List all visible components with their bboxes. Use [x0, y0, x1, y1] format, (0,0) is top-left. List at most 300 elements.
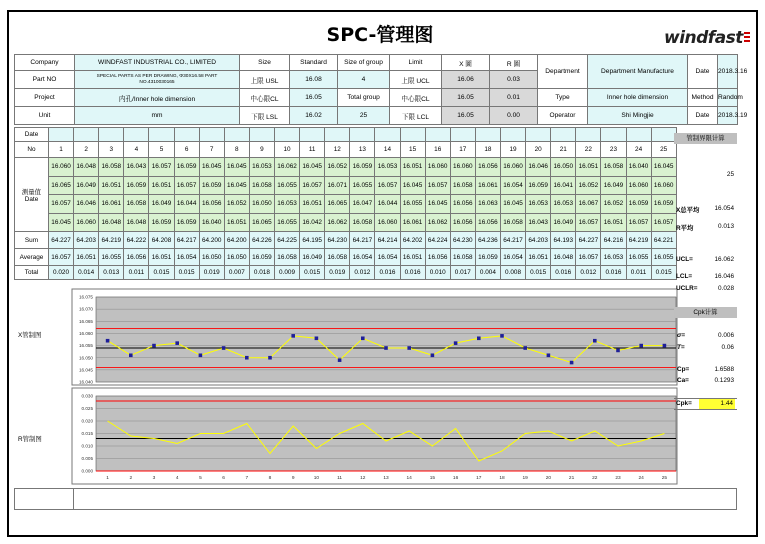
measurement-cell: 16.045 — [224, 158, 249, 177]
total-cell: 0.008 — [500, 266, 525, 280]
measurement-cell: 16.048 — [99, 213, 124, 232]
total-cell: 0.017 — [450, 266, 475, 280]
ucl-value: 16.062 — [714, 256, 734, 263]
measurement-cell: 16.060 — [450, 158, 475, 177]
date-cell — [99, 128, 124, 142]
y-tick-label: 0.020 — [81, 418, 93, 424]
cpk-header: Cpk计算 — [674, 307, 737, 318]
average-cell: 16.055 — [626, 249, 651, 266]
total-cell: 0.004 — [475, 266, 500, 280]
company-value: WINDFAST INDUSTRIAL CO., LIMITED — [75, 55, 240, 71]
measurement-cell: 16.051 — [400, 158, 425, 177]
date-cell — [300, 128, 325, 142]
total-cell: 0.014 — [74, 266, 99, 280]
r-cl-value: 0.01 — [490, 89, 538, 107]
usl-value: 16.08 — [290, 71, 338, 89]
sample-number: 14 — [375, 142, 400, 158]
total-cell: 0.018 — [249, 266, 274, 280]
x-tick-label: 7 — [245, 476, 249, 481]
x-tick-label: 22 — [592, 476, 598, 481]
x-col-label: X 圖 — [442, 55, 490, 71]
ctl-label: 中心限CL — [390, 89, 442, 107]
y-tick-label: 16.075 — [78, 294, 93, 300]
sample-number: 12 — [325, 142, 350, 158]
sample-number: 24 — [626, 142, 651, 158]
x-tick-label: 18 — [499, 476, 505, 481]
average-cell: 16.056 — [425, 249, 450, 266]
date-cell — [249, 128, 274, 142]
data-point — [547, 353, 551, 357]
sample-number: 6 — [174, 142, 199, 158]
x-cl-value: 16.05 — [442, 89, 490, 107]
cpk-label: Cpk= — [676, 400, 692, 407]
x-tick-label: 21 — [568, 476, 575, 481]
cp-label: Cp= — [677, 366, 690, 373]
measurement-cell: 16.057 — [626, 213, 651, 232]
date-cell — [551, 128, 576, 142]
partno-label: Part NO — [15, 71, 75, 89]
measurement-cell: 16.059 — [174, 158, 199, 177]
x-tick-label: 1 — [106, 476, 109, 481]
side-panel — [674, 127, 737, 410]
data-point — [338, 358, 342, 362]
group-size-value: 4 — [338, 71, 390, 89]
measurement-cell: 16.060 — [375, 213, 400, 232]
x-tick-label: 9 — [291, 476, 295, 481]
measurement-cell: 16.067 — [576, 195, 601, 214]
measurement-cell: 16.060 — [49, 158, 74, 177]
average-cell: 16.053 — [601, 249, 626, 266]
sum-cell: 64.195 — [300, 232, 325, 249]
measurement-cell: 16.049 — [601, 176, 626, 195]
sum-cell: 64.222 — [124, 232, 149, 249]
measurement-cell: 16.057 — [375, 176, 400, 195]
type-label: Type — [538, 89, 588, 107]
data-point — [431, 353, 435, 357]
measurement-cell: 16.053 — [249, 158, 274, 177]
department-value: Department Manufacture — [588, 55, 688, 89]
data-point — [129, 353, 133, 357]
row-label-date: Date — [15, 128, 49, 142]
company-label: Company — [15, 55, 75, 71]
measurement-cell: 16.062 — [425, 213, 450, 232]
x-tick-label: 3 — [152, 476, 156, 481]
data-point — [454, 341, 458, 345]
lsl-label: 下限 LSL — [240, 107, 290, 125]
x-tick-label: 20 — [545, 476, 552, 481]
measurement-cell: 16.059 — [626, 195, 651, 214]
x-tick-label: 19 — [522, 476, 528, 481]
date-label-2: Date — [688, 107, 718, 125]
r-chart-label: R管制图 — [18, 436, 42, 443]
department-label: Department — [538, 55, 588, 89]
measurement-cell: 16.045 — [199, 158, 224, 177]
measurement-cell: 16.062 — [325, 213, 350, 232]
measurement-cell: 16.043 — [124, 158, 149, 177]
measurement-cell: 16.055 — [400, 195, 425, 214]
measurement-cell: 16.058 — [350, 213, 375, 232]
average-cell: 16.059 — [475, 249, 500, 266]
measurement-cell: 16.045 — [425, 195, 450, 214]
average-cell: 16.058 — [450, 249, 475, 266]
sample-number: 16 — [425, 142, 450, 158]
average-cell: 16.058 — [274, 249, 299, 266]
measurement-cell: 16.061 — [99, 195, 124, 214]
average-cell: 16.054 — [174, 249, 199, 266]
data-point — [500, 334, 504, 338]
data-point — [407, 346, 411, 350]
total-cell: 0.016 — [601, 266, 626, 280]
sample-number: 22 — [576, 142, 601, 158]
sample-number: 18 — [475, 142, 500, 158]
total-cell: 0.007 — [224, 266, 249, 280]
date-cell — [124, 128, 149, 142]
total-cell: 0.020 — [49, 266, 74, 280]
measurement-cell: 16.058 — [500, 213, 525, 232]
sum-cell: 64.203 — [74, 232, 99, 249]
data-point — [477, 336, 481, 340]
measurement-cell: 16.065 — [325, 195, 350, 214]
measurement-cell: 16.057 — [49, 195, 74, 214]
plot-area — [96, 297, 676, 382]
measurement-cell: 16.042 — [300, 213, 325, 232]
average-cell: 16.055 — [651, 249, 676, 266]
average-cell: 16.050 — [224, 249, 249, 266]
measurement-cell: 16.047 — [350, 195, 375, 214]
sample-number: 4 — [124, 142, 149, 158]
sum-cell: 64.217 — [350, 232, 375, 249]
date-cell — [475, 128, 500, 142]
average-cell: 16.051 — [526, 249, 551, 266]
measurement-cell: 16.052 — [224, 195, 249, 214]
uclr-label: UCLR= — [676, 285, 698, 292]
x-tick-label: 24 — [638, 476, 644, 481]
sample-number: 25 — [651, 142, 676, 158]
sum-cell: 64.217 — [174, 232, 199, 249]
cl-label: 中心限CL — [240, 89, 290, 107]
measurement-cell: 16.046 — [526, 158, 551, 177]
x-tick-label: 14 — [406, 476, 412, 481]
data-point — [291, 334, 295, 338]
measurement-cell: 16.061 — [475, 176, 500, 195]
date-cell — [450, 128, 475, 142]
measurement-cell: 16.046 — [74, 195, 99, 214]
ucl-label: UCL= — [676, 256, 693, 263]
measurement-cell: 16.059 — [149, 213, 174, 232]
data-point — [268, 356, 272, 360]
data-point — [315, 336, 319, 340]
sum-cell: 64.200 — [199, 232, 224, 249]
y-tick-label: 0.005 — [81, 456, 93, 462]
side-n-value: 25 — [726, 171, 734, 178]
measurement-cell: 16.060 — [651, 176, 676, 195]
r-lcl-value: 0.00 — [490, 107, 538, 125]
measurement-cell: 16.071 — [325, 176, 350, 195]
sample-number: 11 — [300, 142, 325, 158]
total-cell: 0.015 — [174, 266, 199, 280]
date-cell — [601, 128, 626, 142]
measurement-cell: 16.065 — [249, 213, 274, 232]
total-cell: 0.012 — [350, 266, 375, 280]
date-cell — [49, 128, 74, 142]
cp-value: 1.6588 — [714, 366, 734, 373]
data-point — [616, 349, 620, 353]
group-size-label: Size of group — [338, 55, 390, 71]
data-point — [361, 336, 365, 340]
x-tick-label: 25 — [661, 476, 668, 481]
sample-number: 10 — [274, 142, 299, 158]
r-col-label: R 圖 — [490, 55, 538, 71]
sample-number: 2 — [74, 142, 99, 158]
measurement-table — [14, 127, 740, 280]
measurement-cell: 16.059 — [651, 195, 676, 214]
measurement-cell: 16.063 — [475, 195, 500, 214]
measurement-cell: 16.051 — [149, 176, 174, 195]
data-point — [593, 339, 597, 343]
operator-label: Operator — [538, 107, 588, 125]
rbar-label: R平均 — [676, 225, 694, 232]
sum-cell: 64.224 — [425, 232, 450, 249]
measurement-cell: 16.053 — [526, 195, 551, 214]
x-tick-label: 6 — [222, 476, 225, 481]
data-point — [222, 346, 226, 350]
data-point — [639, 344, 643, 348]
sample-number: 13 — [350, 142, 375, 158]
sum-cell: 64.230 — [450, 232, 475, 249]
sample-number: 1 — [49, 142, 74, 158]
sum-cell: 64.236 — [475, 232, 500, 249]
y-tick-label: 16.040 — [78, 379, 93, 385]
unit-value: mm — [75, 107, 240, 125]
average-cell: 16.059 — [249, 249, 274, 266]
data-point — [663, 344, 667, 348]
xbar-label: X总平均 — [676, 207, 700, 214]
measurement-cell: 16.059 — [526, 176, 551, 195]
sample-number: 9 — [249, 142, 274, 158]
x-tick-label: 15 — [429, 476, 436, 481]
sum-cell: 64.214 — [375, 232, 400, 249]
measurement-cell: 16.061 — [400, 213, 425, 232]
total-cell: 0.011 — [626, 266, 651, 280]
method-label: Method — [688, 89, 718, 107]
date-cell — [274, 128, 299, 142]
measurement-cell: 16.060 — [74, 213, 99, 232]
measurement-cell: 16.065 — [49, 176, 74, 195]
x-tick-label: 8 — [268, 476, 272, 481]
total-cell: 0.015 — [526, 266, 551, 280]
total-cell: 0.013 — [99, 266, 124, 280]
data-point — [106, 339, 110, 343]
total-cell: 0.015 — [300, 266, 325, 280]
measurement-cell: 16.053 — [551, 195, 576, 214]
method-value: Random — [718, 89, 738, 107]
sum-cell: 64.221 — [651, 232, 676, 249]
x-chart-label: X管制图 — [18, 332, 42, 339]
date-cell — [224, 128, 249, 142]
size-label: Size — [240, 55, 290, 71]
measurement-cell: 16.056 — [199, 195, 224, 214]
measurement-cell: 16.045 — [300, 158, 325, 177]
r-ucl-value: 0.03 — [490, 71, 538, 89]
operator-value: Shi Mingjie — [588, 107, 688, 125]
row-label-average: Average — [15, 249, 49, 266]
total-cell: 0.010 — [425, 266, 450, 280]
data-point — [570, 361, 574, 365]
sample-number: 17 — [450, 142, 475, 158]
sum-cell: 64.217 — [500, 232, 525, 249]
date-cell — [425, 128, 450, 142]
sample-number: 23 — [601, 142, 626, 158]
xbar-value: 16.054 — [714, 205, 734, 212]
date-cell — [400, 128, 425, 142]
x-tick-label: 10 — [313, 476, 320, 481]
y-tick-label: 0.025 — [81, 406, 93, 412]
ucl-label: 上限 UCL — [390, 71, 442, 89]
measurement-cell: 16.045 — [651, 158, 676, 177]
date-cell — [199, 128, 224, 142]
measurement-cell: 16.056 — [450, 213, 475, 232]
sample-number: 5 — [149, 142, 174, 158]
average-cell: 16.054 — [500, 249, 525, 266]
measurement-cell: 16.044 — [174, 195, 199, 214]
measurement-cell: 16.057 — [149, 158, 174, 177]
measurement-cell: 16.056 — [475, 158, 500, 177]
average-cell: 16.055 — [99, 249, 124, 266]
standard-label: Standard — [290, 55, 338, 71]
average-cell: 16.051 — [400, 249, 425, 266]
measurement-cell: 16.057 — [425, 176, 450, 195]
x-tick-label: 17 — [476, 476, 482, 481]
average-cell: 16.057 — [49, 249, 74, 266]
limit-label: Limit — [390, 55, 442, 71]
project-value: 内孔/Inner hole dimension — [75, 89, 240, 107]
sum-cell: 64.208 — [149, 232, 174, 249]
sum-cell: 64.227 — [576, 232, 601, 249]
x-tick-label: 12 — [360, 476, 366, 481]
measurement-cell: 16.059 — [124, 176, 149, 195]
average-cell: 16.054 — [375, 249, 400, 266]
measurement-cell: 16.049 — [149, 195, 174, 214]
total-cell: 0.019 — [325, 266, 350, 280]
sum-cell: 64.200 — [224, 232, 249, 249]
average-cell: 16.056 — [124, 249, 149, 266]
measurement-cell: 16.051 — [576, 158, 601, 177]
r-control-chart — [14, 386, 737, 486]
measurement-cell: 16.045 — [224, 176, 249, 195]
y-tick-label: 16.050 — [78, 355, 93, 361]
date-label: Date — [688, 55, 718, 89]
average-cell: 16.058 — [325, 249, 350, 266]
lcl-label: LCL= — [676, 273, 693, 280]
unit-label: Unit — [15, 107, 75, 125]
measurement-cell: 16.051 — [300, 195, 325, 214]
y-tick-label: 16.055 — [78, 343, 93, 349]
x-tick-label: 23 — [615, 476, 621, 481]
measurement-cell: 16.040 — [199, 213, 224, 232]
measurement-cell: 16.055 — [350, 176, 375, 195]
sample-number: 3 — [99, 142, 124, 158]
measurement-cell: 16.045 — [49, 213, 74, 232]
sample-number: 21 — [551, 142, 576, 158]
sum-cell: 64.219 — [99, 232, 124, 249]
y-tick-label: 16.070 — [78, 306, 93, 312]
limits-header: 管制界限计算 — [674, 133, 737, 144]
measurement-cell: 16.049 — [74, 176, 99, 195]
date-cell — [576, 128, 601, 142]
measurement-cell: 16.057 — [174, 176, 199, 195]
total-cell: 0.016 — [400, 266, 425, 280]
measurement-cell: 16.055 — [274, 213, 299, 232]
measurement-cell: 16.057 — [300, 176, 325, 195]
measurement-cell: 16.058 — [601, 158, 626, 177]
lcl-value: 16.046 — [714, 273, 734, 280]
x-tick-label: 4 — [175, 476, 179, 481]
date-cell — [325, 128, 350, 142]
lcl-label: 下限 LCL — [390, 107, 442, 125]
measurement-cell: 16.040 — [626, 158, 651, 177]
measurement-cell: 16.056 — [450, 195, 475, 214]
average-cell: 16.057 — [576, 249, 601, 266]
data-point — [245, 356, 249, 360]
row-label-no: No — [15, 142, 49, 158]
measurement-cell: 16.060 — [626, 176, 651, 195]
sum-cell: 64.193 — [551, 232, 576, 249]
sample-number: 7 — [199, 142, 224, 158]
measurement-cell: 16.045 — [500, 195, 525, 214]
lsl-value: 16.02 — [290, 107, 338, 125]
cpk-row — [674, 398, 737, 410]
header-table — [14, 54, 748, 125]
total-cell: 0.012 — [576, 266, 601, 280]
measurement-cell: 16.048 — [74, 158, 99, 177]
date-cell — [149, 128, 174, 142]
ca-label: Ca= — [677, 377, 689, 384]
date-cell — [174, 128, 199, 142]
sum-cell: 64.227 — [49, 232, 74, 249]
total-cell: 0.009 — [274, 266, 299, 280]
measurement-cell: 16.051 — [99, 176, 124, 195]
measurement-cell: 16.058 — [124, 195, 149, 214]
y-tick-label: 16.065 — [78, 318, 93, 324]
rbar-value: 0.013 — [718, 223, 734, 230]
measurement-cell: 16.051 — [224, 213, 249, 232]
sum-cell: 64.202 — [400, 232, 425, 249]
sample-number: 8 — [224, 142, 249, 158]
cpk-value: 1.44 — [699, 399, 735, 409]
ca-value: 0.1293 — [714, 377, 734, 384]
measurement-cell: 16.058 — [99, 158, 124, 177]
sum-cell: 64.219 — [626, 232, 651, 249]
measurement-cell: 16.049 — [551, 213, 576, 232]
total-cell: 0.019 — [199, 266, 224, 280]
measurement-cell: 16.059 — [174, 213, 199, 232]
t-value: 0.06 — [721, 344, 734, 351]
measurement-cell: 16.043 — [526, 213, 551, 232]
type-value: Inner hole dimension — [588, 89, 688, 107]
data-point — [175, 341, 179, 345]
sum-cell: 64.203 — [526, 232, 551, 249]
date-cell — [500, 128, 525, 142]
x-tick-label: 11 — [337, 476, 343, 481]
measurement-cell: 16.050 — [551, 158, 576, 177]
average-cell: 16.050 — [199, 249, 224, 266]
x-tick-label: 16 — [452, 476, 459, 481]
date-cell — [626, 128, 651, 142]
date-cell — [651, 128, 676, 142]
data-point — [523, 346, 527, 350]
measurement-cell: 16.060 — [500, 158, 525, 177]
measurement-cell: 16.041 — [551, 176, 576, 195]
